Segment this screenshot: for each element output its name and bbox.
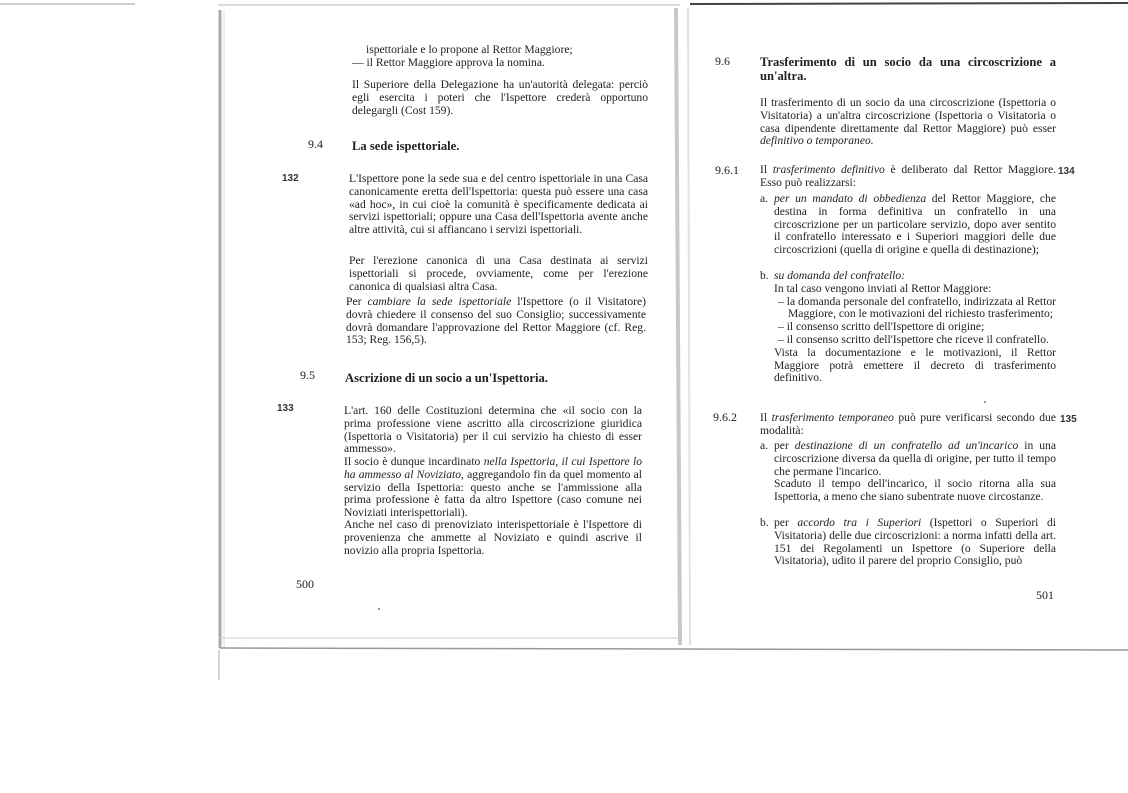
section-number-9-4: 9.4 (308, 137, 323, 151)
item-text-continued: Scaduto il tempo dell'incarico, il socio ritorna alla sua Ispettoria, a meno che siano subentrate nuove circostanze. (774, 477, 1056, 504)
text: (Ispettori o Superiori di Visitatoria) delle due circoscrizioni: a norma infatti della art. 151 dei Regolamenti un Ispettore (o Superiore della Visitatoria), udito il parere del proprio Consiglio, può (774, 516, 1056, 568)
italic-text: accordo tra i Superiori (797, 516, 922, 529)
page-number-left: 500 (296, 577, 314, 591)
text: può pure verificarsi secondo due modalità: (760, 411, 1056, 437)
temporaneo-item-a (760, 440, 1056, 504)
item-label: a. (760, 192, 769, 205)
item-b-list (774, 296, 1056, 347)
list-item: – la domanda personale del confratello, indirizzata al Rettor Maggiore, con le motivazioni del richiesto trasferimento; (778, 294, 1056, 321)
text: Il trasferimento di un socio da una circoscrizione (Ispettoria o Visitatoria) a un'altra circoscrizione (Ispettoria o Visitatoria o casa dipendente direttamente dal Rettor Maggiore) può esser (760, 96, 1056, 135)
page-number-right: 501 (1036, 588, 1054, 602)
sede-paragraph-3 (346, 296, 646, 347)
section-title-9-4: La sede ispettoriale. (352, 139, 460, 153)
margin-number-133: 133 (277, 403, 294, 414)
section-number-9-6-2: 9.6.2 (713, 410, 737, 424)
ascrizione-paragraph-3: Anche nel caso di prenoviziato interispettoriale è l'Ispettore di provenienza che ammette al Noviziato e quindi ascrive il novizio alla propria Ispettoria. (344, 518, 642, 557)
item-text (774, 440, 1056, 478)
ascrizione-paragraph-1: L'art. 160 delle Costituzioni determina che «il socio con la prima professione viene ascritto alla circoscrizione giuridica (Ispettoria o Visitatoria) per il cui servizio ha chiesto di esser ammesso». (344, 404, 642, 456)
carryover-line: ispettoriale e lo propone al Rettor Maggiore; (366, 43, 573, 56)
text: per (774, 516, 798, 529)
item-text (774, 193, 1056, 257)
definitivo-item-a (760, 193, 1056, 257)
italic-text: nella Ispettoria, il cui Ispettore lo ha ammesso al Noviziato, (344, 455, 642, 481)
list-item: – il consenso scritto dell'Ispettore di origine; (778, 320, 985, 334)
margin-number-132: 132 (282, 173, 299, 184)
item-label: b. (760, 269, 769, 282)
text: Il (760, 411, 772, 424)
italic-text: trasferimento temporaneo (771, 411, 894, 424)
italic-text: definitivo o temporaneo. (760, 134, 874, 148)
item-text (774, 270, 1056, 283)
temporaneo-intro (760, 412, 1056, 438)
text: in una circoscrizione diversa da quella di origine, per tutto il tempo che permane l'incarico. (774, 439, 1057, 478)
section-title-9-5: Ascrizione di un socio a un'Ispettoria. (345, 371, 548, 385)
item-text (774, 517, 1056, 568)
carryover-dash-line: — il Rettor Maggiore approva la nomina. (352, 56, 545, 69)
text: Il socio è dunque incardinato (344, 455, 484, 468)
temporaneo-item-b (760, 517, 1056, 568)
italic-text: per un mandato di obbedienza (774, 192, 927, 205)
section-number-9-6: 9.6 (715, 54, 730, 68)
italic-text: cambiare la sede ispettoriale (367, 295, 512, 308)
section-title-9-6: Trasferimento di un socio da una circoscrizione a un'altra. (760, 55, 1056, 83)
italic-text: su domanda del confratello: (774, 269, 906, 282)
sede-paragraph-1: L'Ispettore pone la sede sua e del centro ispettoriale in una Casa canonicamente eretta dell'Ispettoria: questa può essere una casa «ad hoc», in cui cioè la comunità è specificamente dedicata ai servizi ispettoriali; oppure una Casa dell'Ispettoria avente anche altre attività, cui si affiancano i servizi ispettoriali. (349, 172, 648, 237)
text: Il (760, 163, 773, 176)
italic-text: destinazione di un confratello ad un'incarico (794, 439, 1019, 452)
definitivo-intro (760, 164, 1056, 190)
speck (984, 401, 986, 403)
item-b-intro: In tal caso vengono inviati al Rettor Maggiore: (774, 281, 992, 295)
text: l'Ispettore (o il Visitatore) dovrà chiedere il consenso del suo Consiglio; successivamente dovrà domandare l'approvazione del Rettor Maggiore (cf. Reg. 153; Reg. 156,5). (346, 295, 646, 347)
text: per (774, 439, 795, 452)
item-b-close: Vista la documentazione e le motivazioni, il Rettor Maggiore potrà emettere il decreto di trasferimento definitivo. (774, 345, 1056, 385)
text: del Rettor Maggiore, che destina in forma definitiva un confratello in una circoscrizione per un particolare servizio, dopo aver sentito il confratello interessato e i Superiori maggiori delle due circoscrizioni (quella di origine e quella di destinazione); (774, 192, 1056, 257)
speck (378, 608, 380, 610)
delegazione-paragraph: Il Superiore della Delegazione ha un'autorità delegata: perciò egli esercita i poteri che l'Ispettore crederà opportuno delegargli (Cost 159). (352, 78, 648, 117)
italic-text: trasferimento definitivo (772, 163, 885, 176)
definitivo-item-b (760, 270, 1056, 385)
item-label: a. (760, 439, 769, 452)
text: Per (346, 295, 368, 308)
sede-paragraph-2: Per l'erezione canonica di una Casa destinata ai servizi ispettoriali si procede, ovviamente, come per l'erezione canonica di qualsiasi altra Casa. (349, 254, 648, 293)
trasferimento-paragraph (760, 97, 1056, 148)
margin-number-135: 135 (1060, 414, 1077, 425)
text: è deliberato dal Rettor Maggiore. Esso può realizzarsi: (760, 163, 1056, 189)
section-number-9-5: 9.5 (300, 368, 315, 382)
item-label: b. (760, 516, 769, 529)
margin-number-134: 134 (1058, 166, 1075, 177)
ascrizione-paragraph-2 (344, 456, 642, 520)
text: aggregandolo fin da quel momento al servizio della Ispettoria: questo anche se l'ammissione alla prima professione è fatta da altro Ispettore (caso comune nei Noviziati interispettoriali). (344, 467, 642, 520)
section-number-9-6-1: 9.6.1 (715, 163, 739, 177)
list-item: – il consenso scritto dell'Ispettore che riceve il confratello. (778, 332, 1049, 346)
